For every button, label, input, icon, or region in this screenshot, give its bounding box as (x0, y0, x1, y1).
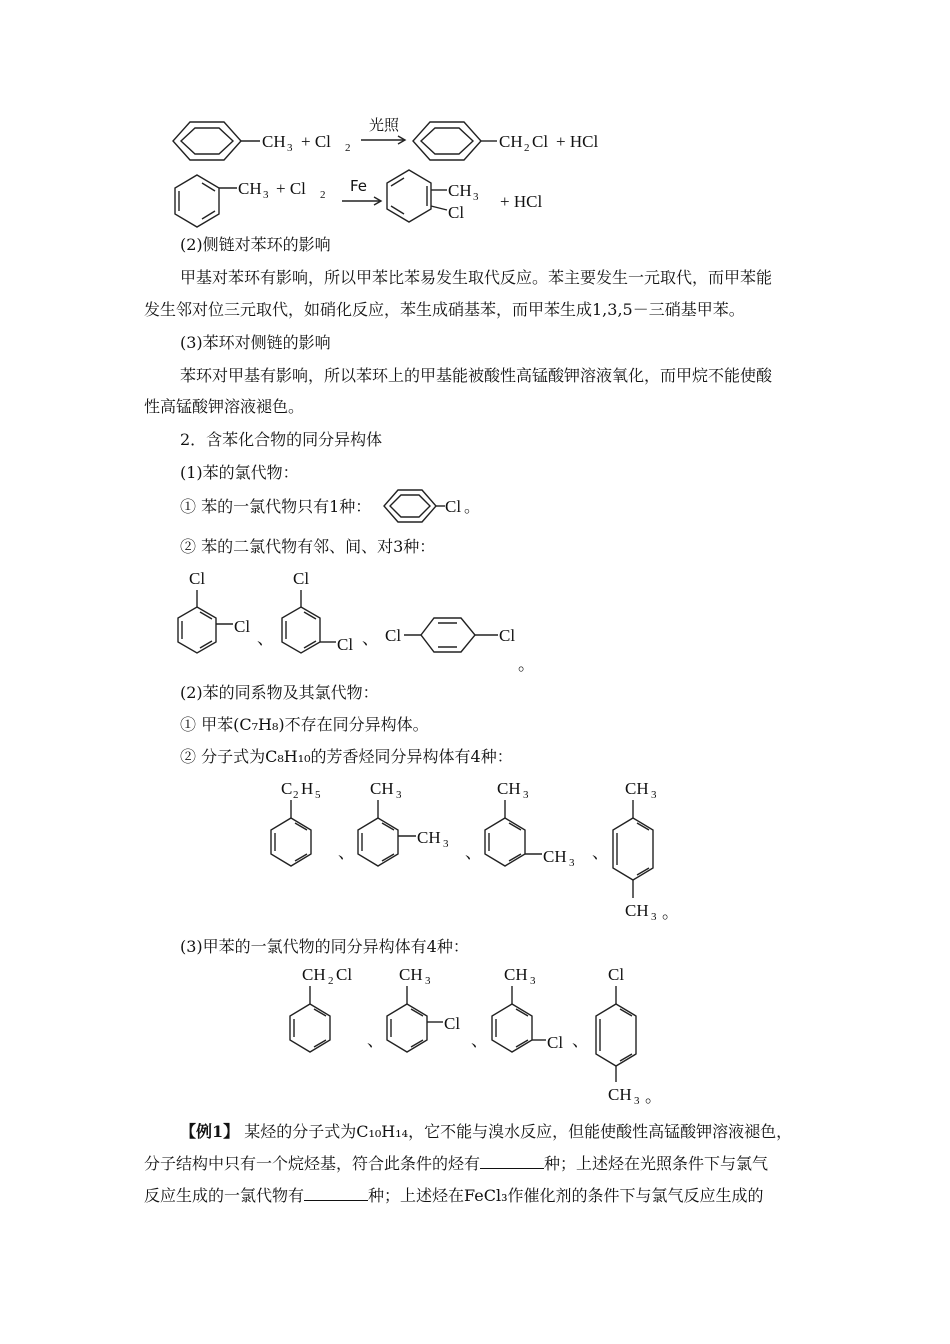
svg-text:CH: CH (370, 779, 394, 798)
example-line: 分子结构中只有一个烷烃基，符合此条件的烃有 种；上述烃在光照条件下与氯气 (144, 1154, 769, 1173)
r2-cl-num: 2 (320, 189, 326, 201)
o-xylene (358, 779, 449, 866)
example-line: 反应生成的一氯代物有 种；上述烃在FeCl₃作催化剂的条件下与氯气反应生成的 (144, 1186, 764, 1205)
benzene-ring (387, 170, 431, 222)
chlorobenzene-cl: Cl (445, 497, 462, 516)
sep-comma: 、 (362, 629, 379, 648)
r1-condition: 光照 (369, 116, 400, 134)
r2-ch-num: 3 (263, 189, 269, 201)
c2h5-h: H (301, 779, 314, 798)
paragraph-line: 性高锰酸钾溶液褪色。 (144, 397, 305, 416)
svg-text:Cl: Cl (444, 1014, 461, 1033)
period-mark: 。 (464, 497, 481, 516)
reaction-2 (175, 170, 542, 227)
sep-comma: 、 (257, 629, 274, 648)
m-cl-side: Cl (337, 635, 354, 654)
para-dichlorobenzene (385, 618, 515, 652)
sep-comma: 、 (367, 1031, 384, 1050)
p-cl-right: Cl (499, 626, 516, 645)
section-heading: (2)侧链对苯环的影响 (180, 235, 331, 254)
svg-text:CH: CH (608, 1085, 632, 1104)
r2-plus-hcl: + HCl (500, 192, 543, 211)
svg-text:CH: CH (625, 901, 649, 920)
r1-cl-num: 2 (345, 142, 351, 154)
svg-text:CH: CH (399, 965, 423, 984)
svg-text:3: 3 (651, 789, 657, 801)
m-cl-top: Cl (293, 569, 310, 588)
svg-text:CH: CH (625, 779, 649, 798)
svg-text:3: 3 (530, 975, 536, 987)
meta-dichlorobenzene (282, 569, 353, 654)
list-item: ① 甲苯(C₇H₈)不存在同分异构体。 (180, 715, 429, 734)
benzene-ring (175, 175, 219, 227)
o-chlorotoluene (387, 965, 460, 1052)
r2-prod-ch: CH (448, 181, 472, 200)
r2-ch: CH (238, 179, 262, 198)
benzene-ring (413, 122, 481, 160)
svg-text:CH: CH (417, 828, 441, 847)
section-heading: (2)苯的同系物及其氯代物： (180, 683, 379, 702)
sep-comma: 、 (465, 843, 482, 862)
svg-text:2: 2 (293, 789, 299, 801)
section-heading: (1)苯的氯代物： (180, 463, 299, 482)
chlorobenzene (384, 490, 461, 522)
svg-text:Cl: Cl (608, 965, 625, 984)
benzyl-chloride (290, 965, 352, 1052)
p-chlorotoluene (596, 965, 662, 1107)
p-xylene (613, 779, 679, 923)
r2-condition: Fe (350, 177, 368, 195)
answer-blank[interactable] (304, 1186, 368, 1201)
svg-text:3: 3 (569, 857, 575, 869)
list-item: ② 苯的二氯代物有邻、间、对3种： (180, 537, 436, 556)
svg-text:CH: CH (497, 779, 521, 798)
ortho-dichlorobenzene (178, 569, 250, 653)
r1-prod-ch: CH (499, 132, 523, 151)
r2-prod-ch-num: 3 (473, 191, 479, 203)
svg-text:。: 。 (645, 1087, 662, 1106)
svg-text:5: 5 (315, 789, 321, 801)
svg-text:3: 3 (443, 838, 449, 850)
example-label: 【例1】 (180, 1122, 240, 1141)
r1-ch: CH (262, 132, 286, 151)
sep-comma: 、 (471, 1031, 488, 1050)
svg-text:3: 3 (634, 1095, 640, 1107)
paragraph-line: 发生邻对位三元取代，如硝化反应，苯生成硝基苯，而甲苯生成1,3,5－三硝基甲苯。 (144, 300, 745, 319)
benzene-ring (173, 122, 241, 160)
list-item: ① 苯的一氯代物只有1种： (180, 497, 372, 516)
paragraph-line: 甲基对苯环有影响，所以甲苯比苯易发生取代反应。苯主要发生一元取代，而甲苯能 (180, 268, 773, 287)
svg-text:3: 3 (425, 975, 431, 987)
answer-blank[interactable] (480, 1154, 544, 1169)
ethylbenzene (271, 779, 321, 866)
m-chlorotoluene (492, 965, 563, 1052)
svg-text:3: 3 (396, 789, 402, 801)
svg-text:3: 3 (523, 789, 529, 801)
section-heading: (3)苯环对侧链的影响 (180, 333, 331, 352)
m-xylene (485, 779, 575, 869)
svg-text:。: 。 (662, 903, 679, 922)
sep-comma: 、 (592, 843, 609, 862)
example-line: 【例1】 某烃的分子式为C₁₀H₁₄，它不能与溴水反应，但能使酸性高锰酸钾溶液褪色， (180, 1122, 793, 1141)
r1-prod-num: 2 (524, 142, 530, 154)
r2-plus-cl: + Cl (276, 179, 306, 198)
o-cl-top: Cl (189, 569, 206, 588)
section-heading: 2．含苯化合物的同分异构体 (180, 430, 383, 449)
svg-text:CH: CH (543, 847, 567, 866)
sep-period: 。 (518, 655, 535, 674)
sep-comma: 、 (338, 843, 355, 862)
list-item: ② 分子式为C₈H₁₀的芳香烃同分异构体有4种： (180, 747, 513, 766)
r2-prod-cl: Cl (448, 203, 465, 222)
svg-text:3: 3 (651, 911, 657, 923)
c2h5-c: C (281, 779, 293, 798)
svg-text:Cl: Cl (336, 965, 353, 984)
section-heading: (3)甲苯的一氯代物的同分异构体有4种： (180, 937, 469, 956)
p-cl-left: Cl (385, 626, 402, 645)
svg-text:CH: CH (504, 965, 528, 984)
svg-text:CH: CH (302, 965, 326, 984)
r1-plus-cl: + Cl (301, 132, 331, 151)
o-cl-side: Cl (234, 617, 251, 636)
r1-prod-cl: Cl (532, 132, 549, 151)
svg-text:2: 2 (328, 975, 334, 987)
svg-text:Cl: Cl (547, 1033, 564, 1052)
reaction-1 (173, 116, 598, 160)
r1-ch-num: 3 (287, 142, 293, 154)
r1-plus-hcl: + HCl (556, 132, 599, 151)
paragraph-line: 苯环对甲基有影响，所以苯环上的甲基能被酸性高锰酸钾溶液氧化，而甲烷不能使酸 (180, 366, 773, 385)
sep-comma: 、 (572, 1031, 589, 1050)
